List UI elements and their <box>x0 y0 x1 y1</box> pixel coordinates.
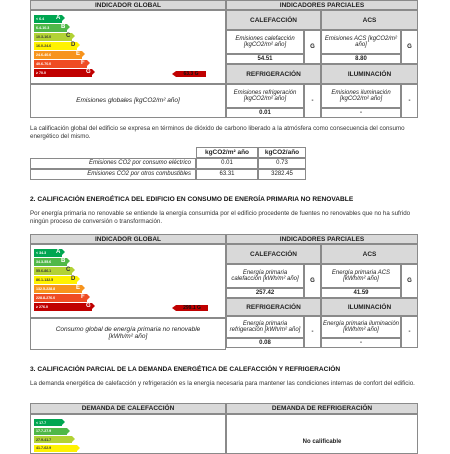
co2-row-electric-m2: 0.01 <box>196 158 258 169</box>
s2-heating-label: Energía primaria calefacción [kWh/m² año] <box>226 264 304 288</box>
co2-row-electric-year: 0.73 <box>258 158 306 169</box>
s2-lighting-value: - <box>321 338 401 348</box>
co2-table-col1-header: kgCO2/m² año <box>196 147 258 158</box>
s2-global-indicator-header: INDICADOR GLOBAL <box>30 234 226 244</box>
heating-emissions-letter: G <box>304 30 321 64</box>
rating-bar-range: < 34.3 <box>36 250 47 255</box>
acs-header: ACS <box>321 10 418 30</box>
rating-bar-arrow <box>62 249 65 255</box>
global-indicator-header: INDICADOR GLOBAL <box>30 0 226 10</box>
rating-bar-arrow <box>77 42 80 48</box>
section3-title: 3. CALIFICACIÓN PARCIAL DE LA DEMANDA ENERGÉTICA DE CALEFACCIÓN Y REFRIGERACIÓN <box>30 366 341 373</box>
rating-bar-G <box>34 303 92 311</box>
heating-demand-header: DEMANDA DE CALEFACCIÓN <box>30 403 226 414</box>
global-emissions-label: Emisiones globales [kgCO2/m² año] <box>76 96 180 104</box>
rating-bar-2 <box>34 436 72 443</box>
rating-bar-range: 24.6-40.6 <box>36 52 52 57</box>
rating-bar-arrow <box>92 69 95 75</box>
section3-paragraph: La demanda energética de calefacción y refrigeración es la energía necesaria para mantener las condiciones internas de confort del edificio. <box>30 380 415 387</box>
s2-lighting-header: ILUMINACIÓN <box>321 298 418 316</box>
co2-row-fuel-year: 3282.45 <box>258 169 306 180</box>
s2-acs-header: ACS <box>321 244 418 264</box>
rating-bar-letter: A <box>56 248 61 255</box>
rating-bar-arrow <box>67 258 70 264</box>
lighting-emissions-label: Emisiones iluminación [kgCO2/m² año] <box>321 84 401 108</box>
co2-row-electric-label: Emisiones CO2 por consumo eléctrico <box>30 158 196 169</box>
rating-bar-arrow <box>87 294 90 300</box>
rating-bar-arrow <box>72 436 75 442</box>
rating-bar-range: 16.0-24.6 <box>36 43 52 48</box>
s2-acs-letter: G <box>401 264 418 298</box>
rating-bar-arrow <box>62 419 65 425</box>
rating-bar-range: 10.3-16.0 <box>36 34 52 39</box>
rating-bar-0 <box>34 419 62 426</box>
rating-bar-range: ≥ 276.0 <box>36 304 48 309</box>
rating-bar-letter: C <box>66 32 71 39</box>
rating-bar-arrow <box>72 267 75 273</box>
rating-bar-letter: F <box>81 59 85 66</box>
s2-cooling-header: REFRIGERACIÓN <box>226 298 321 316</box>
s2-heating-letter: G <box>304 264 321 298</box>
rating-bar-letter: B <box>61 257 66 264</box>
co2-row-fuel-m2: 63.31 <box>196 169 258 180</box>
s2-rating-marker: 299.1 G <box>176 305 208 311</box>
rating-bar-range: 40.6-70.0 <box>36 61 52 66</box>
rating-bar-range: 6.4-10.3 <box>36 25 50 30</box>
partial-indicators-header: INDICADORES PARCIALES <box>226 0 418 10</box>
cooling-emissions-letter: - <box>304 84 321 118</box>
rating-marker: 63.3 G <box>176 71 206 77</box>
rating-bar-arrow <box>77 276 80 282</box>
rating-bar-letter: E <box>76 50 81 57</box>
rating-bar-F <box>34 294 87 302</box>
lighting-emissions-value: - <box>321 108 401 118</box>
s2-lighting-label: Energía primaria iluminación [kWh/m² año] <box>321 316 401 338</box>
rating-bar-letter: G <box>86 302 91 309</box>
rating-bar-range: ≥ 70.0 <box>36 70 46 75</box>
rating-bar-arrow <box>82 51 85 57</box>
rating-bar-letter: D <box>71 275 76 282</box>
lighting-emissions-letter: - <box>401 84 418 118</box>
rating-bar-E <box>34 51 82 59</box>
cooling-emissions-value: 0.01 <box>226 108 304 118</box>
cooling-emissions-label: Emisiones refrigeración [kgCO2/m² año] <box>226 84 304 108</box>
co2-row-fuel-label: Emisiones CO2 por otros combustibles <box>30 169 196 180</box>
s2-cooling-value: 0.08 <box>226 338 304 348</box>
rating-bar-arrow <box>87 60 90 66</box>
rating-bar-letter: A <box>56 14 61 21</box>
s2-acs-value: 41.59 <box>321 288 401 298</box>
s2-heating-value: 257.42 <box>226 288 304 298</box>
s2-cooling-label: Energía primaria refrigeración [kWh/m² año] <box>226 316 304 338</box>
rating-bar-arrow <box>67 24 70 30</box>
rating-bar-3 <box>34 445 77 452</box>
rating-bar-arrow <box>62 15 65 21</box>
s2-cooling-letter: - <box>304 316 321 348</box>
rating-bar-letter: B <box>61 23 66 30</box>
rating-bar-letter: D <box>71 41 76 48</box>
rating-bar-G <box>34 69 92 77</box>
rating-bar-range: 55.6-86.1 <box>36 268 52 273</box>
rating-bar-arrow <box>72 33 75 39</box>
section2-paragraph: Por energía primaria no renovable se entiende la energía consumida por el edificio procedente de fuentes no renovables que no ha sufrido ningún proceso de conversión o transformación. <box>30 210 411 225</box>
s2-global-consumption-label: Consumo global de energía primaria no renovable [kWh/m² año] <box>55 326 201 340</box>
rating-bar-range: 132.5-228.8 <box>36 286 56 291</box>
rating-bar-1 <box>34 428 67 435</box>
rating-bar-range: < 17.7 <box>36 420 47 425</box>
rating-bar-F <box>34 60 87 68</box>
cooling-no-rating: No calificable <box>302 438 342 445</box>
acs-emissions-value: 8.80 <box>321 54 401 64</box>
rating-bar-range: 34.3-55.6 <box>36 259 52 264</box>
rating-scale-s3 <box>34 419 224 453</box>
cooling-demand-header: DEMANDA DE REFRIGERACIÓN <box>226 403 418 414</box>
rating-bar-range: 86.1-132.5 <box>36 277 54 282</box>
rating-bar-range: 17.7-27.9 <box>36 429 52 433</box>
cooling-header: REFRIGERACIÓN <box>226 64 321 84</box>
co2-table-col2-header: kgCO2/año <box>258 147 306 158</box>
section2-title: 2. CALIFICACIÓN ENERGÉTICA DEL EDIFICIO EN CONSUMO DE ENERGÍA PRIMARIA NO RENOVABLE <box>30 196 354 203</box>
rating-bar-range: < 6.4 <box>36 16 45 21</box>
s2-partial-indicators-header: INDICADORES PARCIALES <box>226 234 418 244</box>
acs-emissions-label: Emisiones ACS [kgCO2/m² año] <box>321 30 401 54</box>
rating-bar-letter: E <box>76 284 81 291</box>
acs-emissions-letter: G <box>401 30 418 64</box>
rating-bar-range: 228.8-276.0 <box>36 295 56 300</box>
lighting-header: ILUMINACIÓN <box>321 64 418 84</box>
s2-lighting-letter: - <box>401 316 418 348</box>
cooling-demand-panel <box>226 414 418 454</box>
rating-bar-E <box>34 285 82 293</box>
rating-bar-range: 41.7-62.9 <box>36 446 52 450</box>
rating-bar-letter: C <box>66 266 71 273</box>
rating-bar-range: 27.9-41.7 <box>36 437 52 442</box>
rating-bar-letter: G <box>86 68 91 75</box>
rating-bar-arrow <box>82 285 85 291</box>
rating-bar-arrow <box>92 303 95 309</box>
heating-emissions-label: Emisiones calefacción [kgCO2/m² año] <box>226 30 304 54</box>
section1-paragraph: La calificación global del edificio se expresa en términos de dióxido de carbono liberado a la atmósfera como consecuencia del consumo energético del mismo. <box>30 125 405 140</box>
s2-acs-label: Energía primaria ACS [kWh/m² año] <box>321 264 401 288</box>
s2-heating-header: CALEFACCIÓN <box>226 244 321 264</box>
heating-header: CALEFACCIÓN <box>226 10 321 30</box>
rating-bar-arrow <box>67 428 70 434</box>
heating-emissions-value: 54.51 <box>226 54 304 64</box>
rating-bar-letter: F <box>81 293 85 300</box>
